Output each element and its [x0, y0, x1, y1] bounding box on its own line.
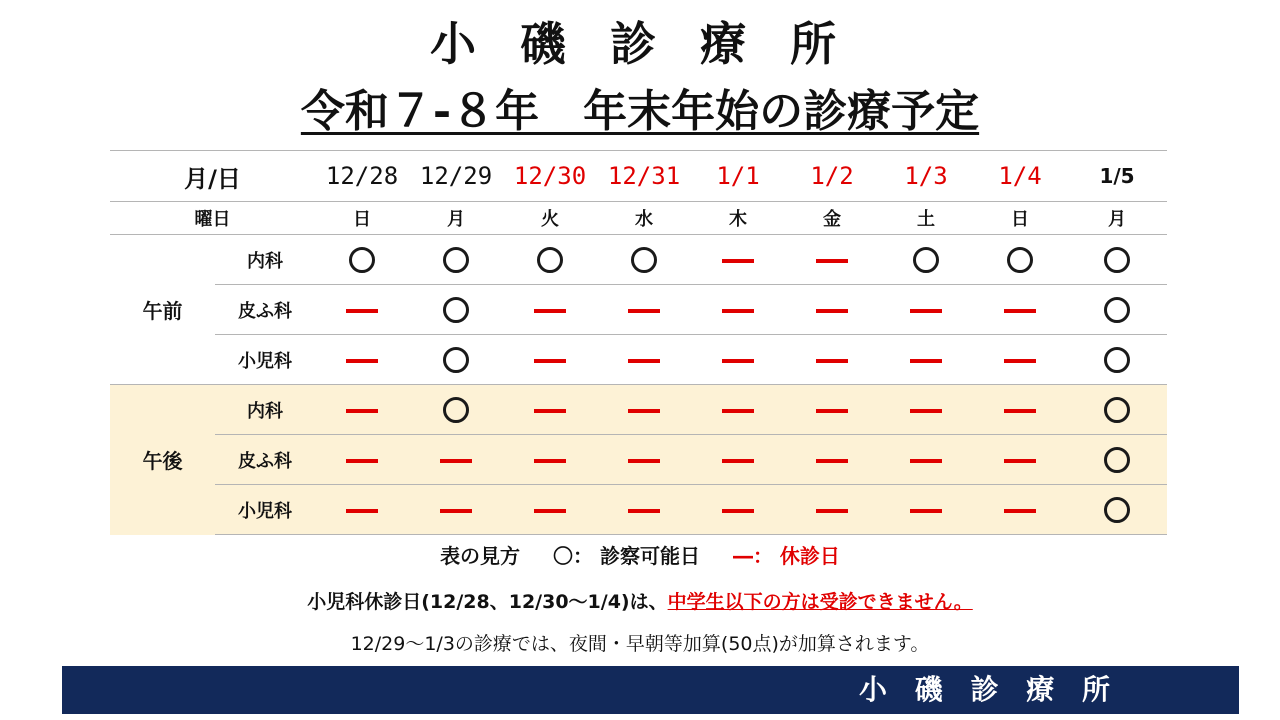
status-cell	[973, 235, 1067, 285]
closed-dash-icon	[722, 459, 754, 463]
legend-open: 〇： 診察可能日	[553, 544, 700, 568]
status-cell	[503, 485, 597, 535]
status-cell	[785, 485, 879, 535]
period-label: 午後	[110, 385, 215, 535]
weekday-cell: 水	[597, 202, 691, 235]
weekday-cell: 月	[1067, 202, 1167, 235]
open-circle-icon	[1104, 247, 1130, 273]
closed-dash-icon	[346, 459, 378, 463]
status-cell	[597, 385, 691, 435]
pediatrics-note	[0, 587, 1280, 614]
footer-bar	[62, 666, 1239, 714]
schedule-row	[110, 435, 1167, 485]
date-cell: 1/4	[973, 151, 1067, 202]
status-cell	[315, 285, 409, 335]
closed-dash-icon	[628, 459, 660, 463]
open-circle-icon	[443, 297, 469, 323]
closed-dash-icon	[722, 309, 754, 313]
subtitle-text: 令和７-８年 年末年始の診療予定	[300, 86, 980, 137]
closed-dash-icon	[534, 509, 566, 513]
status-cell	[691, 485, 785, 535]
open-circle-icon	[443, 347, 469, 373]
closed-dash-icon	[816, 309, 848, 313]
weekday-cell: 日	[315, 202, 409, 235]
status-cell	[691, 335, 785, 385]
date-cell: 1/3	[879, 151, 973, 202]
status-cell	[691, 435, 785, 485]
closed-dash-icon	[816, 409, 848, 413]
date-cell: 1/2	[785, 151, 879, 202]
weekday-cell: 土	[879, 202, 973, 235]
closed-dash-icon	[346, 309, 378, 313]
closed-dash-icon	[1004, 359, 1036, 363]
closed-dash-icon	[1004, 409, 1036, 413]
closed-dash-icon	[534, 459, 566, 463]
status-cell	[879, 285, 973, 335]
status-cell	[315, 335, 409, 385]
status-cell	[1067, 485, 1167, 535]
date-cell: 12/28	[315, 151, 409, 202]
status-cell	[785, 385, 879, 435]
status-cell	[503, 335, 597, 385]
pediatrics-note-text: 小児科休診日(12/28、12/30～1/4)は、	[307, 591, 668, 613]
status-cell	[597, 285, 691, 335]
date-cell: 1/5	[1067, 151, 1167, 202]
status-cell	[315, 435, 409, 485]
surcharge-note: 12/29～1/3の診療では、夜間・早朝等加算(50点)が加算されます。	[350, 633, 930, 655]
closed-dash-icon	[816, 459, 848, 463]
open-circle-icon	[443, 247, 469, 273]
status-cell	[879, 385, 973, 435]
status-cell	[315, 235, 409, 285]
open-circle-icon	[1104, 297, 1130, 323]
status-cell	[879, 235, 973, 285]
date-cell: 12/29	[409, 151, 503, 202]
status-cell	[785, 285, 879, 335]
open-circle-icon	[1104, 447, 1130, 473]
status-cell	[973, 385, 1067, 435]
weekday-cell: 火	[503, 202, 597, 235]
status-cell	[409, 385, 503, 435]
status-cell	[597, 435, 691, 485]
weekday-cell: 月	[409, 202, 503, 235]
open-circle-icon	[537, 247, 563, 273]
status-cell	[879, 485, 973, 535]
status-cell	[879, 335, 973, 385]
pediatrics-warning: 中学生以下の方は受診できません。	[667, 591, 973, 613]
closed-dash-icon	[910, 409, 942, 413]
status-cell	[409, 285, 503, 335]
status-cell	[785, 335, 879, 385]
closed-dash-icon	[1004, 509, 1036, 513]
status-cell	[691, 235, 785, 285]
department-label: 小児科	[215, 485, 315, 535]
open-circle-icon	[1007, 247, 1033, 273]
legend-closed: ―： 休診日	[732, 544, 840, 568]
department-label: 内科	[215, 385, 315, 435]
status-cell	[785, 235, 879, 285]
schedule-row	[110, 235, 1167, 285]
closed-dash-icon	[1004, 309, 1036, 313]
status-cell	[597, 485, 691, 535]
department-label: 皮ふ科	[215, 435, 315, 485]
date-cell: 1/1	[691, 151, 785, 202]
closed-dash-icon	[910, 459, 942, 463]
closed-dash-icon	[346, 359, 378, 363]
closed-dash-icon	[816, 509, 848, 513]
status-cell	[597, 335, 691, 385]
closed-dash-icon	[722, 259, 754, 263]
status-cell	[409, 335, 503, 385]
closed-dash-icon	[628, 409, 660, 413]
closed-dash-icon	[440, 459, 472, 463]
status-cell	[503, 285, 597, 335]
legend-label: 表の見方	[440, 544, 521, 568]
schedule-subtitle	[0, 80, 1280, 144]
status-cell	[879, 435, 973, 485]
closed-dash-icon	[440, 509, 472, 513]
status-cell	[691, 285, 785, 335]
closed-dash-icon	[816, 359, 848, 363]
weekday-cell: 木	[691, 202, 785, 235]
status-cell	[1067, 335, 1167, 385]
legend	[0, 540, 1280, 569]
closed-dash-icon	[534, 309, 566, 313]
clinic-title: 小 磯 診 療 所	[429, 17, 851, 71]
department-label: 皮ふ科	[215, 285, 315, 335]
closed-dash-icon	[534, 409, 566, 413]
status-cell	[1067, 235, 1167, 285]
status-cell	[973, 285, 1067, 335]
open-circle-icon	[1104, 347, 1130, 373]
header-weekday-label: 曜日	[110, 202, 315, 235]
weekday-cell: 金	[785, 202, 879, 235]
status-cell	[409, 485, 503, 535]
closed-dash-icon	[910, 359, 942, 363]
schedule-row	[110, 385, 1167, 435]
weekday-cell: 日	[973, 202, 1067, 235]
status-cell	[785, 435, 879, 485]
status-cell	[1067, 385, 1167, 435]
status-cell	[1067, 285, 1167, 335]
header-date-label: 月/日	[110, 151, 315, 202]
open-circle-icon	[349, 247, 375, 273]
schedule-row	[110, 285, 1167, 335]
status-cell	[973, 435, 1067, 485]
closed-dash-icon	[816, 259, 848, 263]
status-cell	[597, 235, 691, 285]
open-circle-icon	[443, 397, 469, 423]
status-cell	[409, 235, 503, 285]
closed-dash-icon	[628, 509, 660, 513]
status-cell	[315, 485, 409, 535]
closed-dash-icon	[628, 359, 660, 363]
date-cell: 12/31	[597, 151, 691, 202]
status-cell	[315, 385, 409, 435]
status-cell	[503, 435, 597, 485]
department-label: 内科	[215, 235, 315, 285]
status-cell	[973, 335, 1067, 385]
closed-dash-icon	[346, 409, 378, 413]
open-circle-icon	[631, 247, 657, 273]
open-circle-icon	[1104, 397, 1130, 423]
closed-dash-icon	[722, 509, 754, 513]
closed-dash-icon	[910, 509, 942, 513]
date-cell: 12/30	[503, 151, 597, 202]
open-circle-icon	[913, 247, 939, 273]
status-cell	[1067, 435, 1167, 485]
status-cell	[503, 385, 597, 435]
schedule-row	[110, 485, 1167, 535]
closed-dash-icon	[346, 509, 378, 513]
open-circle-icon	[1104, 497, 1130, 523]
closed-dash-icon	[628, 309, 660, 313]
status-cell	[691, 385, 785, 435]
schedule-row	[110, 335, 1167, 385]
closed-dash-icon	[910, 309, 942, 313]
closed-dash-icon	[534, 359, 566, 363]
schedule-table	[110, 150, 1167, 535]
department-label: 小児科	[215, 335, 315, 385]
status-cell	[409, 435, 503, 485]
period-label: 午前	[110, 235, 215, 385]
closed-dash-icon	[1004, 459, 1036, 463]
status-cell	[503, 235, 597, 285]
status-cell	[973, 485, 1067, 535]
closed-dash-icon	[722, 359, 754, 363]
closed-dash-icon	[722, 409, 754, 413]
footer-clinic-name: 小 磯 診 療 所	[859, 673, 1119, 706]
